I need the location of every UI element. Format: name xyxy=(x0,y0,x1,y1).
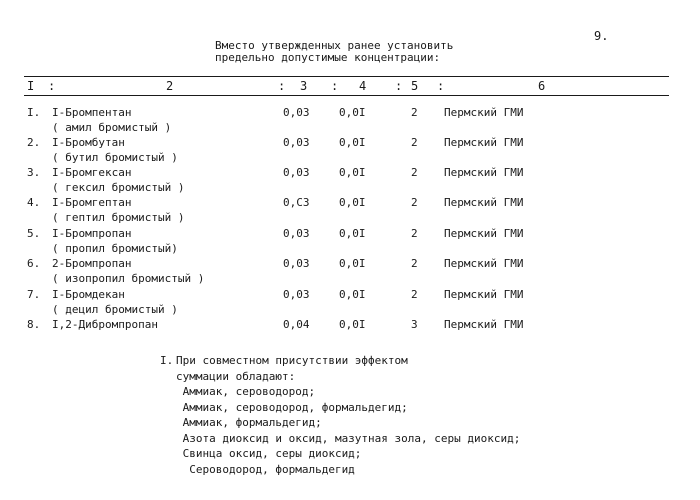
column-header-5: 5 xyxy=(411,79,419,93)
substance-alt-name: ( гептил бромистый ) xyxy=(52,211,185,224)
note-line: суммации обладают: xyxy=(176,369,296,383)
column-6-value: Пермский ГМИ xyxy=(444,106,524,119)
table-row xyxy=(0,287,700,317)
column-6-value: Пермский ГМИ xyxy=(444,318,524,331)
table-row xyxy=(0,195,700,225)
table-row xyxy=(0,165,700,195)
note-line: Аммиак, сероводород, формальдегид; xyxy=(176,400,408,414)
column-3-value: 0,03 xyxy=(283,106,310,119)
column-4-value: 0,0I xyxy=(339,318,366,331)
table-row xyxy=(0,317,700,347)
table-row xyxy=(0,256,700,286)
column-3-value: 0,03 xyxy=(283,227,310,240)
column-5-value: 3 xyxy=(411,318,418,331)
row-number: 6. xyxy=(27,257,41,270)
note-line: Аммиак, формальдегид; xyxy=(176,416,322,429)
column-6-value: Пермский ГМИ xyxy=(444,166,524,179)
substance-name: I,2-Дибромпропан xyxy=(52,318,158,331)
column-4-value: 0,0I xyxy=(339,106,366,119)
column-5-value: 2 xyxy=(411,257,418,270)
column-5-value: 2 xyxy=(411,106,418,119)
column-3-value: 0,03 xyxy=(283,166,310,179)
column-separator: : xyxy=(48,79,56,93)
substance-name: I-Бромгексан xyxy=(52,166,132,179)
substance-alt-name: ( бутил бромистый ) xyxy=(52,151,178,164)
column-4-value: 0,0I xyxy=(339,288,366,301)
column-6-value: Пермский ГМИ xyxy=(444,288,524,301)
substance-name: I-Бромпропан xyxy=(52,227,132,240)
substance-alt-name: ( изопропил бромистый ) xyxy=(52,272,205,285)
substance-name: 2-Бромпропан xyxy=(52,257,132,270)
column-separator: : xyxy=(437,79,445,93)
column-5-value: 2 xyxy=(411,288,418,301)
note-line: Азота диоксид и оксид, мазутная зола, серы диоксид; xyxy=(176,431,521,445)
column-separator: : xyxy=(278,79,286,93)
note-line: Свинца оксид, серы диоксид; xyxy=(176,447,362,460)
row-number: I. xyxy=(27,106,41,119)
table-row xyxy=(0,105,700,135)
column-6-value: Пермский ГМИ xyxy=(444,136,524,149)
heading-line-1: Вместо утвержденных ранее установить xyxy=(215,39,454,52)
row-number: 5. xyxy=(27,227,41,240)
column-header-4: 4 xyxy=(359,79,367,93)
page-number: 9. xyxy=(594,29,609,43)
substance-alt-name: ( децил бромистый ) xyxy=(52,303,178,316)
note-body xyxy=(176,353,696,477)
column-4-value: 0,0I xyxy=(339,257,366,270)
column-3-value: 0,03 xyxy=(283,136,310,149)
column-6-value: Пермский ГМИ xyxy=(444,227,524,240)
note-line: Аммиак, сероводород; xyxy=(176,385,316,398)
column-header-2: 2 xyxy=(166,79,174,93)
substance-alt-name: ( амил бромистый ) xyxy=(52,121,172,134)
column-header-6: 6 xyxy=(538,79,546,93)
column-4-value: 0,0I xyxy=(339,136,366,149)
column-separator: : xyxy=(395,79,403,93)
heading-line-2: предельно допустимые концентрации: xyxy=(215,51,441,64)
row-number: 2. xyxy=(27,136,41,149)
column-3-value: 0,03 xyxy=(283,257,310,270)
row-number: 4. xyxy=(27,196,41,209)
column-4-value: 0,0I xyxy=(339,196,366,209)
table-header-rule xyxy=(24,95,669,96)
column-3-value: 0,03 xyxy=(283,288,310,301)
substance-name: I-Бромдекан xyxy=(52,288,125,301)
column-5-value: 2 xyxy=(411,227,418,240)
column-4-value: 0,0I xyxy=(339,227,366,240)
column-6-value: Пермский ГМИ xyxy=(444,257,524,270)
note-number: I. xyxy=(160,354,174,367)
column-4-value: 0,0I xyxy=(339,166,366,179)
column-header-1: I xyxy=(27,79,35,93)
column-5-value: 2 xyxy=(411,166,418,179)
table-row xyxy=(0,226,700,256)
row-number: 3. xyxy=(27,166,41,179)
document-heading xyxy=(215,40,453,64)
note-line: При совместном присутствии эффектом xyxy=(176,354,408,367)
row-number: 7. xyxy=(27,288,41,301)
substance-alt-name: ( пропил бромистый) xyxy=(52,242,178,255)
column-6-value: Пермский ГМИ xyxy=(444,196,524,209)
row-number: 8. xyxy=(27,318,41,331)
table-row xyxy=(0,135,700,165)
table-top-rule xyxy=(24,76,669,77)
column-3-value: 0,C3 xyxy=(283,196,310,209)
substance-name: I-Бромгептан xyxy=(52,196,132,209)
column-3-value: 0,04 xyxy=(283,318,310,331)
column-5-value: 2 xyxy=(411,136,418,149)
column-header-3: 3 xyxy=(300,79,308,93)
column-5-value: 2 xyxy=(411,196,418,209)
substance-alt-name: ( гексил бромистый ) xyxy=(52,181,185,194)
note-line: Сероводород, формальдегид xyxy=(176,462,355,476)
substance-name: I-Бромпентан xyxy=(52,106,132,119)
column-separator: : xyxy=(331,79,339,93)
substance-name: I-Бромбутан xyxy=(52,136,125,149)
